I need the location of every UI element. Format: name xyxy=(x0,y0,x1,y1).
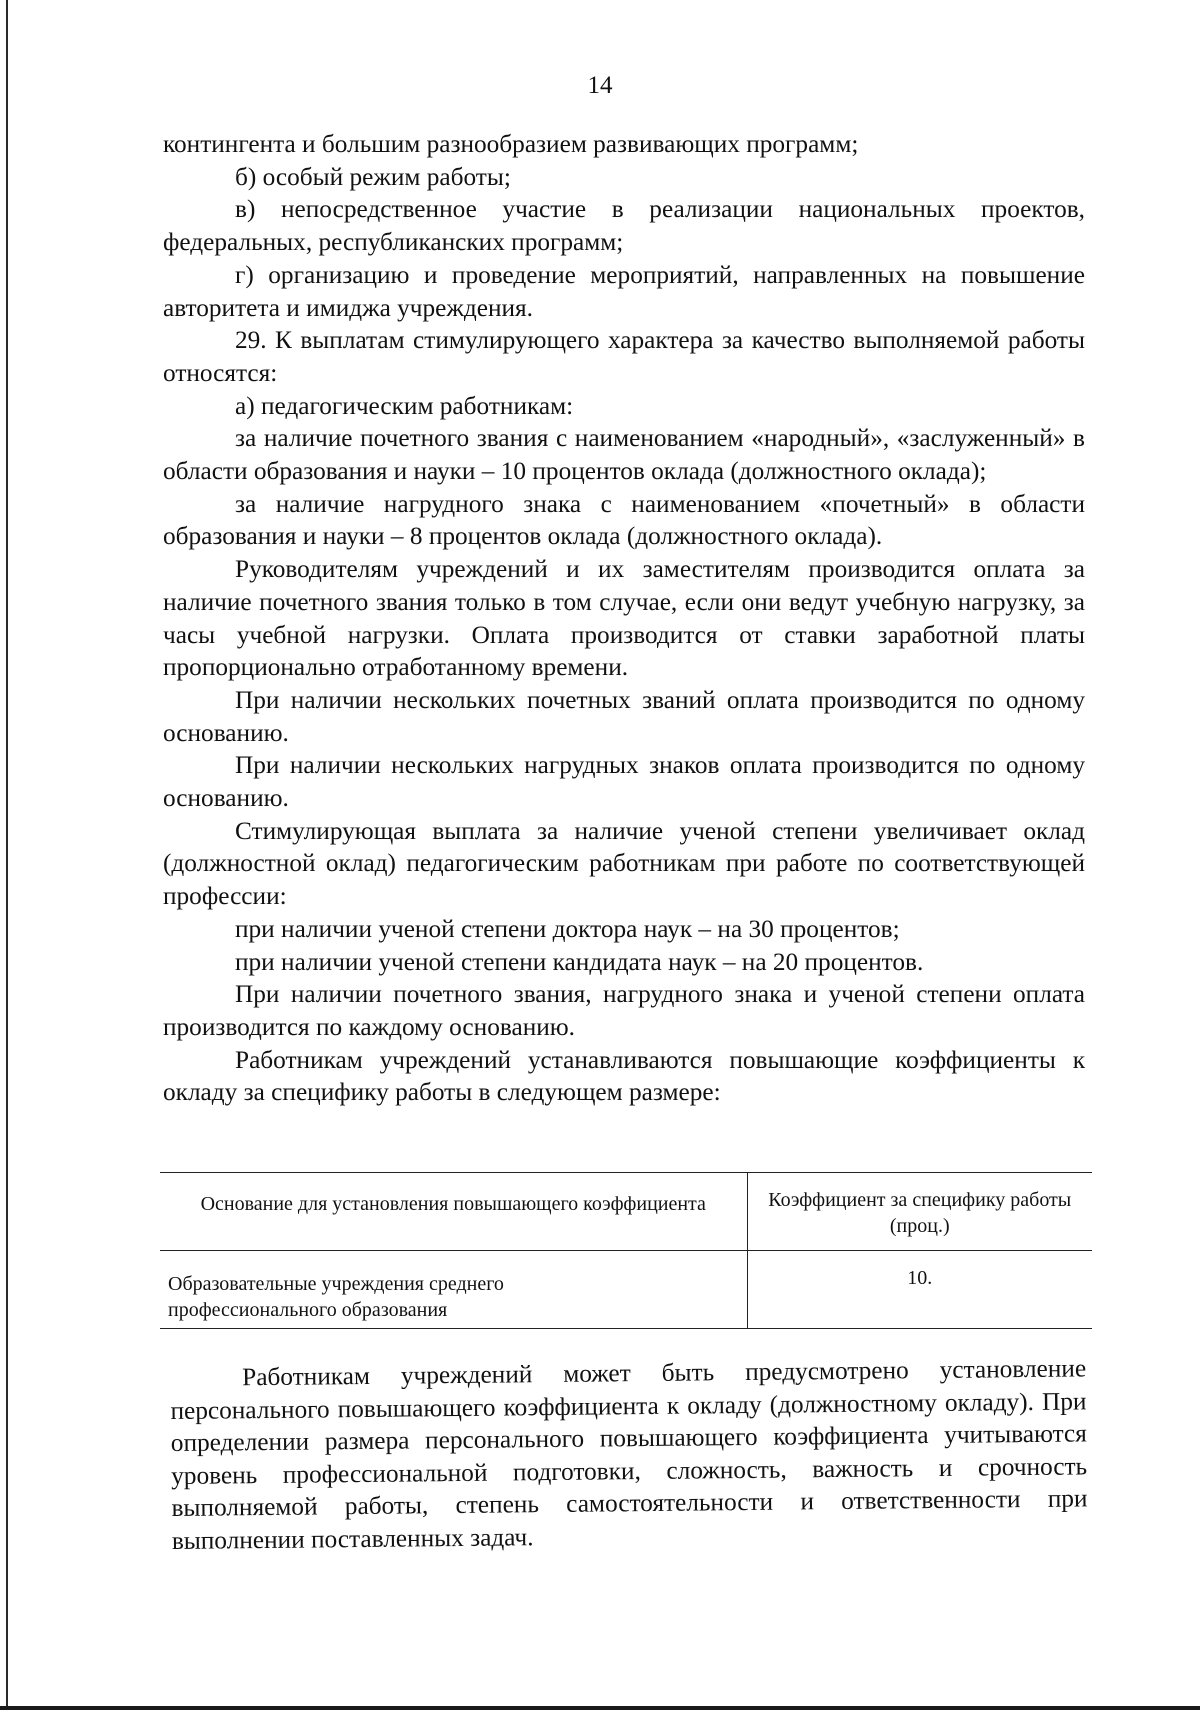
paragraph: При наличии нескольких почетных званий оплата производится по одному основанию. xyxy=(163,685,1085,747)
coefficient-table xyxy=(160,1172,1092,1329)
table-row xyxy=(160,1251,1092,1329)
paragraph: Стимулирующая выплата за наличие ученой степени увеличивает оклад (должностной оклад) педагогическим работникам при работе по соответствующей профессии: xyxy=(163,816,1085,911)
paragraph: при наличии ученой степени кандидата наук – на 20 процентов. xyxy=(235,947,924,976)
page-number: 14 xyxy=(587,72,613,99)
paragraph: 29. К выплатам стимулирующего характера за качество выполняемой работы относятся: xyxy=(163,326,1085,387)
paragraph: Работникам учреждений устанавливаются повышающие коэффициенты к окладу за специфику работы в следующем размере: xyxy=(163,1045,1085,1107)
paragraph: в) непосредственное участие в реализации национальных проектов, федеральных, республиканских программ; xyxy=(163,195,1085,257)
paragraph: а) педагогическим работникам: xyxy=(235,391,574,420)
paragraph: При наличии нескольких нагрудных знаков оплата производится по одному основанию. xyxy=(163,751,1085,813)
paragraph: б) особый режим работы; xyxy=(235,162,511,191)
paragraph: Руководителям учреждений и их заместителям производится оплата за наличие почетного звания только в том случае, если они ведут учебную нагрузку, за часы учебной нагрузки. Оплата производится от ставки заработной платы пропорционально отработанному времени. xyxy=(163,555,1085,682)
paragraph: за наличие нагрудного знака с наименованием «почетный» в области образования и науки – 8 процентов оклада (должностного оклада). xyxy=(163,489,1085,551)
table-cell-basis: Образовательные учреждения среднего профессионального образования xyxy=(160,1251,747,1329)
closing-paragraph: Работникам учреждений может быть предусмотрено установление персонального повышающего коэффициента к окладу (должностному окладу). При определении размера персонального повышающего коэффициента учитываются уровень профессиональной подготовки, сложность, важность и срочность выполняемой работы, степень самостоятельности и ответственности при выполнении поставленных задач. xyxy=(170,1354,1088,1555)
scan-edge-left xyxy=(6,0,8,1710)
closing-text xyxy=(170,1352,1088,1557)
table-header-basis: Основание для установления повышающего коэффициента xyxy=(160,1173,747,1251)
paragraph: При наличии почетного звания, нагрудного знака и ученой степени оплата производится по каждому основанию. xyxy=(163,980,1085,1041)
table-header-coefficient: Коэффициент за специфику работы (проц.) xyxy=(768,1189,1072,1237)
body-text xyxy=(163,128,1085,1109)
table-header-row xyxy=(160,1173,1092,1251)
paragraph: контингента и большим разнообразием развивающих программ; xyxy=(163,130,859,158)
scan-edge-bottom xyxy=(0,1706,1200,1710)
paragraph: за наличие почетного звания с наименованием «народный», «заслуженный» в области образования и науки – 10 процентов оклада (должностного оклада); xyxy=(163,424,1085,486)
paragraph: при наличии ученой степени доктора наук – на 30 процентов; xyxy=(235,914,900,943)
table-cell-coefficient: 10. xyxy=(907,1267,933,1289)
paragraph: г) организацию и проведение мероприятий, направленных на повышение авторитета и имиджа учреждения. xyxy=(163,260,1085,322)
